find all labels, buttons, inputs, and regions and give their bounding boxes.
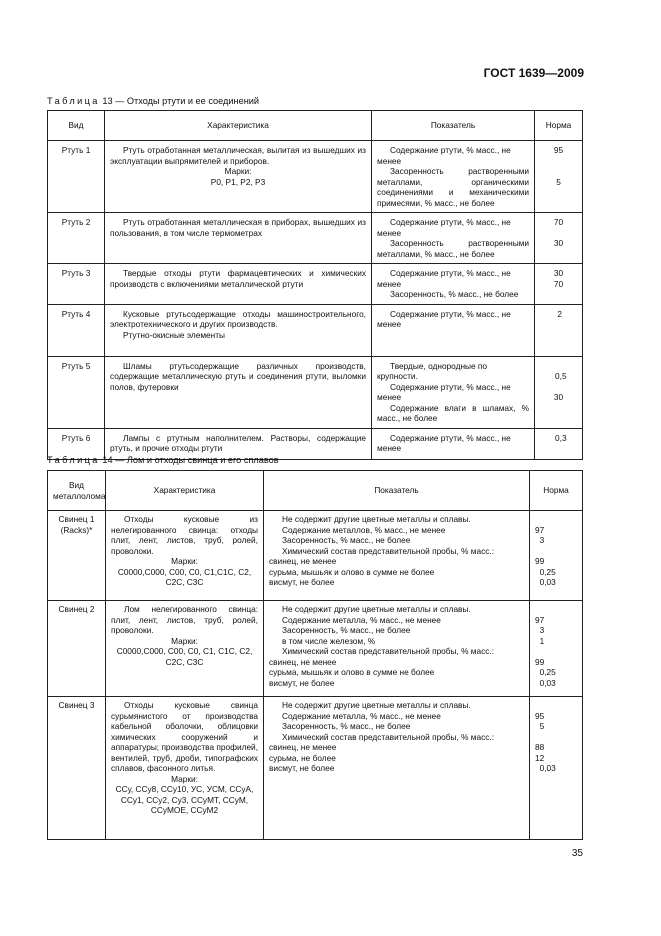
- row-pokaz: [372, 428, 535, 459]
- document-header: ГОСТ 1639—2009: [483, 66, 584, 80]
- pokaz-line: Химический состав представительной пробы, % масс.:: [282, 731, 495, 742]
- pokaz-line: в том числе железом, %: [282, 635, 376, 646]
- marks-label: Марки:: [171, 635, 198, 646]
- pokaz-line: висмут, не более: [269, 677, 335, 688]
- table14-header-vid: Вид металлолома: [48, 471, 106, 511]
- table14-caption-label: Таблица: [47, 455, 100, 465]
- row-char: [105, 141, 372, 213]
- row-norma: [535, 264, 583, 305]
- row-pokaz: [372, 213, 535, 264]
- pokaz-line: висмут, не более: [269, 763, 335, 773]
- table-row: [48, 697, 583, 840]
- pokaz-line: Содержание ртути, % масс., не менее: [377, 145, 511, 166]
- pokaz-line: Содержание металла, % масс., не менее: [282, 710, 441, 721]
- pokaz-line: свинец, не менее: [269, 742, 337, 752]
- pokaz-line: Твердые, однородные по крупности.: [377, 360, 488, 381]
- row-norma: [535, 356, 583, 428]
- row-char: [106, 697, 264, 840]
- table-row: [48, 213, 583, 264]
- table-row: [48, 304, 583, 356]
- row-pokaz: [372, 304, 535, 356]
- row-vid: Свинец 1 (Racks)*: [48, 511, 106, 601]
- row-vid: Ртуть 1: [48, 141, 105, 213]
- row-norma: [535, 304, 583, 356]
- row-vid: Ртуть 6: [48, 428, 105, 459]
- row-norma: [530, 511, 583, 601]
- pokaz-line: сурьма, мышьяк и олово в сумме не более: [269, 667, 435, 677]
- table13-header-vid: Вид: [48, 111, 105, 141]
- char-text: Отходы кусковые свинца сурьмянистого от производства кабельной оболочки, облицовки химических сооружений и аппаратуры; производства профилей, вентилей, труб, дроби, типографских сплавов, фасонного литья.: [111, 700, 258, 773]
- table14-header-pokaz: Показатель: [264, 471, 530, 511]
- table13-header-norma: Норма: [535, 111, 583, 141]
- marks: С0000,С000, С00, С0, С1,С1С, С2, С2С, С3С: [117, 566, 252, 587]
- char-text-2: Ртутно-окисные элементы: [123, 329, 225, 340]
- norma-value: 95 5: [553, 145, 564, 187]
- row-vid: Свинец 3: [48, 697, 106, 840]
- marks-label: Марки:: [171, 556, 198, 566]
- row-pokaz: [372, 264, 535, 305]
- pokaz-line: Содержание ртути, % масс., не менее: [377, 432, 511, 453]
- row-pokaz: [264, 697, 530, 840]
- norma-value: 0,5 30: [553, 371, 567, 402]
- row-vid: Ртуть 4: [48, 304, 105, 356]
- row-char: Ртуть отработанная металлическая в приборах, вышедших из пользования, в том числе термометрах: [105, 213, 372, 264]
- pokaz-line: Содержание ртути, % масс., не менее: [377, 268, 511, 289]
- table13-caption: [47, 96, 259, 106]
- marks-label: Марки:: [224, 166, 252, 176]
- row-norma: [535, 141, 583, 213]
- pokaz-line: свинец, не менее: [269, 556, 337, 566]
- char-text: Ртуть отработанная металлическая, вылитая из вышедших из эксплуатации выпрямителей и приборов.: [110, 145, 366, 166]
- table-row: [48, 141, 583, 213]
- pokaz-line: Содержание ртути, % масс., не менее: [377, 217, 511, 238]
- row-pokaz: [264, 511, 530, 601]
- table13-header-row: [48, 111, 583, 141]
- row-char: Твердые отходы ртути фармацевтических и химических производств с включениями металлической ртути: [105, 264, 372, 305]
- pokaz-line: Содержание металла, % масс., не менее: [282, 614, 441, 625]
- row-norma: [535, 213, 583, 264]
- pokaz-line: сурьма, не более: [269, 752, 336, 763]
- pokaz-line: Засоренность, % масс., не более: [282, 535, 411, 545]
- pokaz-line: Засоренность растворенными металлами, органическими соединениями и механическими примесями, % масс., не более: [377, 166, 529, 208]
- pokaz-line: Не содержит другие цветные металлы и сплавы.: [282, 700, 471, 710]
- row-char: [106, 601, 264, 697]
- table-row: [48, 511, 583, 601]
- table-row: [48, 356, 583, 428]
- row-vid: Ртуть 2: [48, 213, 105, 264]
- pokaz-line: Содержание влаги в шламах, % масс., не более: [377, 402, 529, 423]
- pokaz-line: Содержание ртути, % масс., не менее: [377, 308, 511, 329]
- row-vid: Свинец 2: [48, 601, 106, 697]
- row-norma: [530, 601, 583, 697]
- table14-header-row: [48, 471, 583, 511]
- norma-value: 70 30: [553, 217, 564, 248]
- char-text: Лом нелегированного свинца: плит, лент, листов, труб, ролей, проволоки.: [111, 604, 258, 635]
- pokaz-line: Засоренность, % масс., не более: [390, 289, 519, 299]
- table14: [47, 470, 583, 840]
- row-pokaz: [264, 601, 530, 697]
- table13-caption-text: 13 — Отходы ртути и ее соединений: [102, 96, 260, 106]
- table13-header-char: Характеристика: [105, 111, 372, 141]
- row-char: [106, 511, 264, 601]
- norma-value: 2: [555, 308, 562, 319]
- pokaz-line: Не содержит другие цветные металлы и сплавы.: [282, 604, 471, 614]
- pokaz-line: сурьма, мышьяк и олово в сумме не более: [269, 566, 435, 577]
- marks: Р0, Р1, Р2, Р3: [210, 176, 266, 187]
- row-char: [105, 304, 372, 356]
- table14-header-norma: Норма: [530, 471, 583, 511]
- norma-value: 95 5 88 12 0,03: [535, 710, 556, 773]
- char-text: Кусковые ртутьсодержащие отходы машиностроительного, электротехнического и других производств.: [110, 308, 366, 329]
- pokaz-line: Засоренность, % масс., не более: [282, 625, 411, 635]
- pokaz-line: Засоренность, % масс., не более: [282, 721, 411, 731]
- table13: [47, 110, 583, 460]
- table14-caption-text: 14 — Лом и отходы свинца и его сплавов: [102, 455, 279, 465]
- table-row: [48, 601, 583, 697]
- table-row: [48, 264, 583, 305]
- row-norma: [535, 428, 583, 459]
- marks: ССу, ССу8, ССу10, УС, УСМ, ССуА, ССу1, ССу2, Су3, ССуМТ, ССуМ, ССуМОЕ, ССуМ2: [115, 784, 254, 815]
- norma-value: 97 3 99 0,25 0,03: [535, 524, 556, 587]
- table13-header-pokaz: Показатель: [372, 111, 535, 141]
- row-norma: [530, 697, 583, 840]
- row-vid: Ртуть 5: [48, 356, 105, 428]
- pokaz-line: Не содержит другие цветные металлы и сплавы.: [282, 514, 471, 524]
- pokaz-line: Содержание металлов, % масс., не менее: [282, 524, 446, 535]
- pokaz-line: Засоренность растворенными металлами, % масс., не более: [377, 238, 529, 259]
- norma-value: 0,3: [550, 432, 567, 443]
- marks: С0000,С000, С00, С0, С1, С1С, С2, С2С, С3С: [116, 646, 253, 667]
- table13-caption-label: Таблица: [47, 96, 100, 106]
- table14-caption: [47, 455, 279, 465]
- norma-value: 30 70: [553, 268, 564, 289]
- row-char: Шламы ртутьсодержащие различных производств, содержащие металлическую ртуть и соединения ртути, выломки полов, футеровки: [105, 356, 372, 428]
- marks-label: Марки:: [171, 773, 198, 784]
- pokaz-line: Содержание ртути, % масс., не менее: [377, 381, 511, 402]
- row-pokaz: [372, 356, 535, 428]
- page-number: 35: [571, 848, 583, 859]
- row-pokaz: [372, 141, 535, 213]
- row-char: Лампы с ртутным наполнителем. Растворы, содержащие ртуть, и прочие отходы ртути: [105, 428, 372, 459]
- char-text: Отходы кусковые из нелегированного свинца: отходы плит, лент, листов, труб, ролей, проволоки.: [111, 514, 258, 556]
- pokaz-line: свинец, не менее: [269, 656, 337, 667]
- pokaz-line: Химический состав представительной пробы, % масс.:: [282, 646, 495, 656]
- row-vid: Ртуть 3: [48, 264, 105, 305]
- pokaz-line: висмут, не более: [269, 577, 335, 587]
- norma-value: 97 3 1 99 0,25 0,03: [535, 614, 556, 688]
- pokaz-line: Химический состав представительной пробы, % масс.:: [282, 545, 495, 556]
- table14-header-char: Характеристика: [106, 471, 264, 511]
